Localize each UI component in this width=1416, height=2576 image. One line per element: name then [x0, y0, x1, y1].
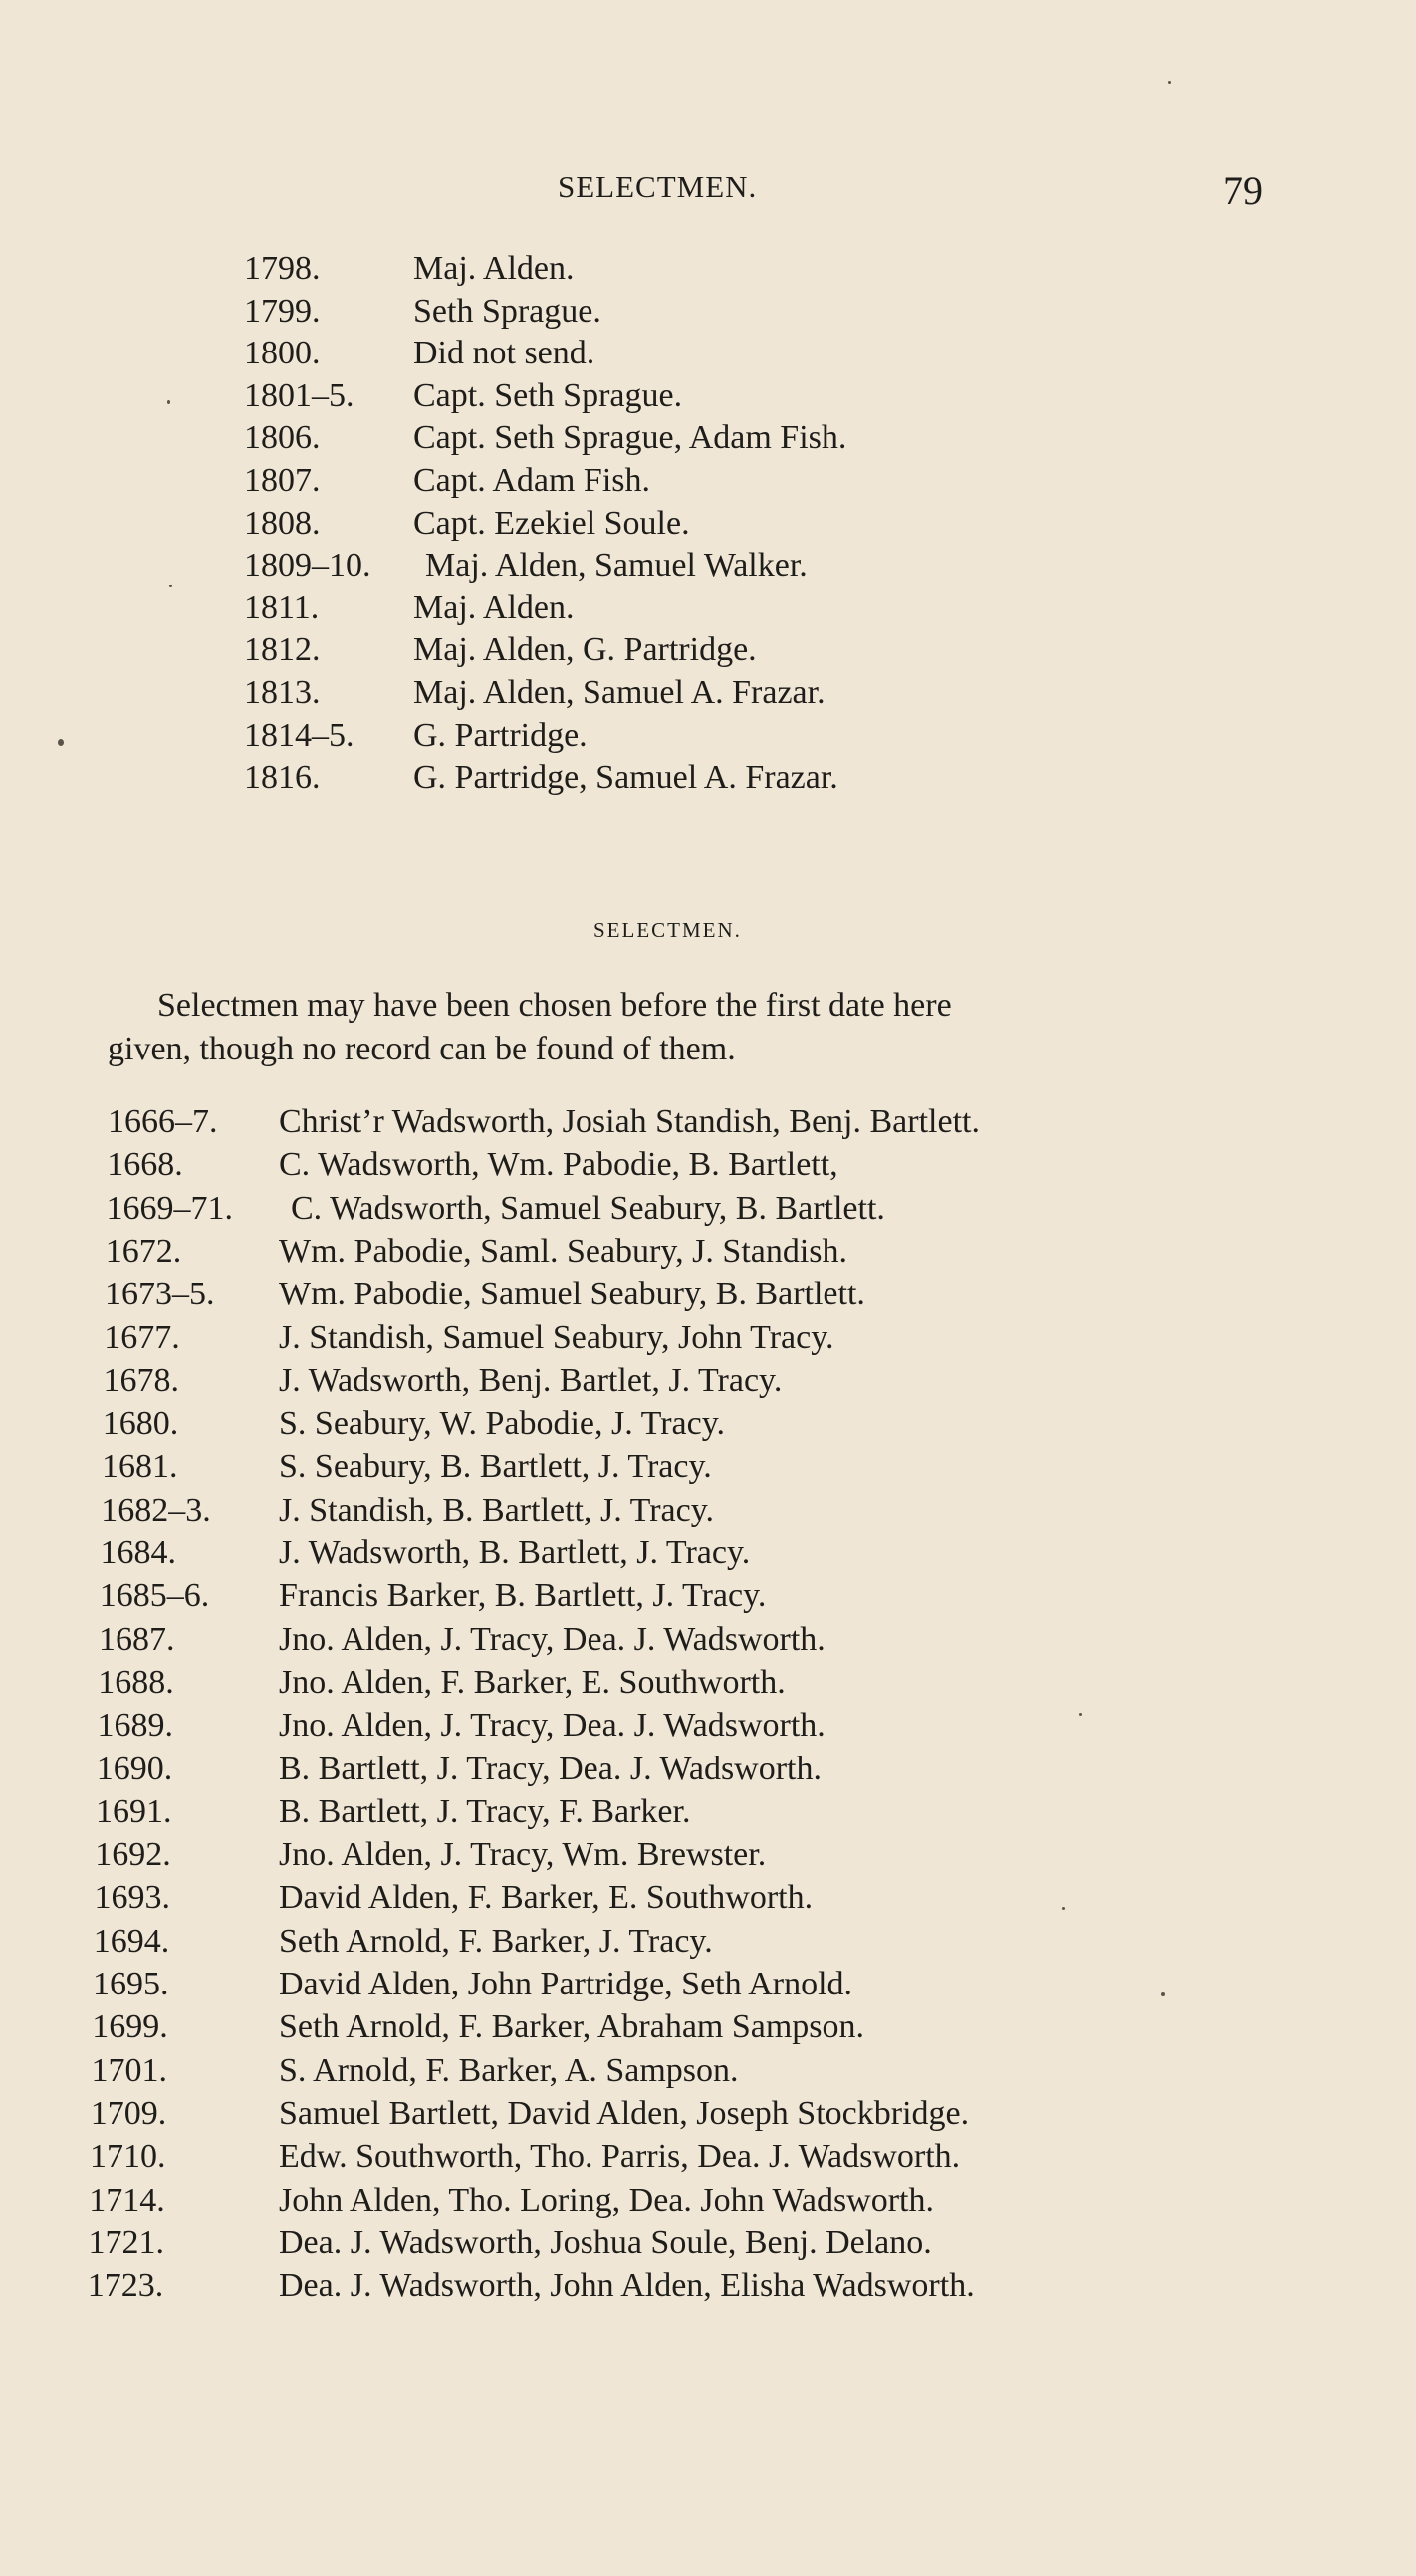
- entry-year: 1693.: [94, 1879, 170, 1917]
- entry-names: Christ’r Wadsworth, Josiah Standish, Benj. Bartlett.: [279, 1103, 980, 1140]
- entry-names: Capt. Seth Sprague, Adam Fish.: [413, 419, 847, 457]
- entry-year: 1681.: [102, 1448, 178, 1486]
- entry-year: 1682–3.: [101, 1491, 211, 1528]
- entry-year: 1668.: [107, 1146, 183, 1184]
- entry-year: 1677.: [104, 1318, 180, 1356]
- entry-year: 1666–7.: [108, 1103, 218, 1140]
- entry-names: G. Partridge.: [413, 716, 588, 754]
- entry-names: David Alden, John Partridge, Seth Arnold.: [279, 1966, 853, 2002]
- entry-year: 1801–5.: [244, 376, 354, 414]
- entry-year: 1710.: [90, 2138, 166, 2176]
- entry-year: 1812.: [244, 631, 321, 669]
- entry-year: 1685–6.: [99, 1577, 210, 1615]
- entry-names: J. Standish, B. Bartlett, J. Tracy.: [279, 1491, 714, 1528]
- entry-names: Dea. J. Wadsworth, Joshua Soule, Benj. Delano.: [279, 2224, 932, 2261]
- entry-names: Jno. Alden, J. Tracy, Wm. Brewster.: [279, 1836, 767, 1874]
- paper-speck: [169, 585, 172, 587]
- entry-year: 1690.: [96, 1750, 173, 1787]
- entry-year: 1687.: [99, 1620, 175, 1658]
- entry-names: Seth Arnold, F. Barker, Abraham Sampson.: [279, 2008, 865, 2046]
- paper-speck: [1079, 1713, 1082, 1716]
- entry-year: 1699.: [92, 2008, 168, 2046]
- paper-speck: [58, 739, 64, 746]
- entry-year: 1813.: [244, 674, 321, 711]
- entry-names: J. Wadsworth, Benj. Bartlet, J. Tracy.: [279, 1361, 783, 1399]
- section-intro: [108, 984, 1283, 1071]
- entry-year: 1806.: [244, 419, 321, 457]
- entry-names: Jno. Alden, J. Tracy, Dea. J. Wadsworth.: [279, 1707, 826, 1745]
- paper-speck: [167, 400, 170, 404]
- entry-year: 1814–5.: [244, 716, 354, 754]
- entry-year: 1714.: [89, 2181, 165, 2219]
- entry-year: 1816.: [244, 759, 321, 797]
- entry-names: Maj. Alden.: [413, 250, 575, 287]
- entry-names: J. Wadsworth, B. Bartlett, J. Tracy.: [279, 1534, 751, 1571]
- entry-year: 1807.: [244, 462, 321, 499]
- entry-names: David Alden, F. Barker, E. Southworth.: [279, 1879, 814, 1917]
- entry-year: 1678.: [103, 1361, 179, 1399]
- entry-names: Francis Barker, B. Bartlett, J. Tracy.: [279, 1577, 767, 1615]
- entry-year: 1799.: [244, 292, 321, 330]
- running-title: SELECTMEN.: [558, 169, 758, 204]
- entry-names: Maj. Alden, Samuel A. Frazar.: [413, 674, 826, 711]
- paper-speck: [1161, 1992, 1165, 1996]
- entry-names: J. Standish, Samuel Seabury, John Tracy.: [279, 1318, 834, 1356]
- entry-names: Dea. J. Wadsworth, John Alden, Elisha Wadsworth.: [279, 2267, 975, 2305]
- entry-names: C. Wadsworth, Wm. Pabodie, B. Bartlett,: [279, 1146, 838, 1184]
- entry-year: 1691.: [96, 1792, 172, 1830]
- entry-names: Wm. Pabodie, Saml. Seabury, J. Standish.: [279, 1232, 848, 1270]
- entry-year: 1723.: [87, 2267, 164, 2305]
- entry-year: 1669–71.: [106, 1189, 233, 1227]
- entry-year: 1809–10.: [244, 547, 371, 585]
- entry-names: Maj. Alden, Samuel Walker.: [425, 547, 808, 585]
- page-number: 79: [1223, 168, 1263, 213]
- entry-year: 1701.: [91, 2051, 167, 2089]
- paper-speck: [1062, 1907, 1065, 1910]
- entry-year: 1721.: [88, 2224, 164, 2261]
- entry-names: Did not send.: [413, 335, 595, 372]
- entry-names: Maj. Alden.: [413, 588, 575, 626]
- entry-year: 1798.: [244, 250, 321, 287]
- entry-names: S. Seabury, W. Pabodie, J. Tracy.: [279, 1405, 725, 1443]
- entry-names: B. Bartlett, J. Tracy, Dea. J. Wadsworth.: [279, 1750, 822, 1787]
- entry-year: 1811.: [244, 588, 320, 626]
- entry-names: Jno. Alden, F. Barker, E. Southworth.: [279, 1663, 786, 1701]
- entry-names: Seth Arnold, F. Barker, J. Tracy.: [279, 1922, 713, 1960]
- paper-speck: [1168, 81, 1171, 84]
- entry-names: S. Seabury, B. Bartlett, J. Tracy.: [279, 1448, 712, 1486]
- entry-names: B. Bartlett, J. Tracy, F. Barker.: [279, 1792, 691, 1830]
- entry-names: Capt. Adam Fish.: [413, 462, 651, 499]
- entry-year: 1688.: [98, 1663, 174, 1701]
- entry-year: 1673–5.: [105, 1276, 215, 1313]
- entry-year: 1695.: [93, 1966, 169, 2002]
- intro-line: given, though no record can be found of them.: [108, 1031, 736, 1067]
- entry-year: 1684.: [100, 1534, 176, 1571]
- entry-names: Edw. Southworth, Tho. Parris, Dea. J. Wadsworth.: [279, 2138, 961, 2176]
- entry-names: Capt. Ezekiel Soule.: [413, 504, 690, 542]
- entry-names: Jno. Alden, J. Tracy, Dea. J. Wadsworth.: [279, 1620, 826, 1658]
- entry-names: Wm. Pabodie, Samuel Seabury, B. Bartlett.: [279, 1276, 865, 1313]
- entry-names: C. Wadsworth, Samuel Seabury, B. Bartlett.: [291, 1189, 885, 1227]
- entry-names: Maj. Alden, G. Partridge.: [413, 631, 757, 669]
- entry-names: S. Arnold, F. Barker, A. Sampson.: [279, 2051, 739, 2089]
- entry-year: 1672.: [105, 1232, 182, 1270]
- entry-names: Samuel Bartlett, David Alden, Joseph Stockbridge.: [279, 2094, 970, 2132]
- entry-year: 1694.: [93, 1922, 170, 1960]
- entry-year: 1692.: [95, 1836, 171, 1874]
- intro-line: Selectmen may have been chosen before the first date here: [157, 987, 952, 1024]
- entry-names: G. Partridge, Samuel A. Frazar.: [413, 759, 838, 797]
- entry-names: Capt. Seth Sprague.: [413, 376, 683, 414]
- section-heading: SELECTMEN.: [593, 918, 742, 942]
- entry-names: John Alden, Tho. Loring, Dea. John Wadsworth.: [279, 2181, 935, 2219]
- entry-year: 1800.: [244, 335, 321, 372]
- entry-year: 1680.: [102, 1405, 179, 1443]
- entry-year: 1709.: [90, 2094, 167, 2132]
- entry-names: Seth Sprague.: [413, 292, 601, 330]
- entry-year: 1808.: [244, 504, 321, 542]
- entry-year: 1689.: [97, 1707, 173, 1745]
